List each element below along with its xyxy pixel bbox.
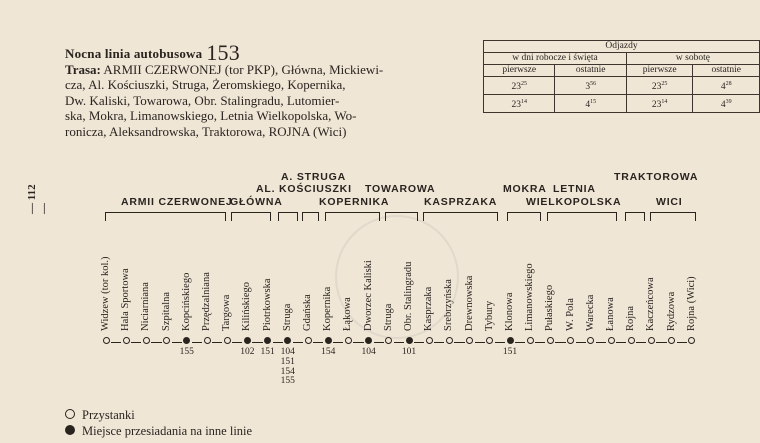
route-segment: [495, 342, 505, 343]
stop-name: Przędzalniana: [201, 272, 212, 331]
stop-name: Rojna: [625, 305, 637, 331]
page-number: — 112 —: [26, 184, 50, 214]
route-segment: [677, 342, 687, 343]
route-segment: [596, 342, 606, 343]
stop-circle: [446, 337, 453, 344]
stop-circle: [466, 337, 473, 344]
street-label-traktorowa: TRAKTOROWA: [614, 171, 699, 183]
connecting-line-number: 154: [321, 347, 336, 357]
route-segment: [656, 342, 666, 343]
street-label-mokra: MOKRA: [503, 183, 547, 195]
transfer-stop-dot: [284, 337, 291, 344]
column-header: ostatnie: [693, 65, 760, 77]
connecting-line-number: 102: [240, 347, 255, 357]
stop-name: Kaczeńcowa: [645, 277, 657, 331]
stop-name: Kopernika: [322, 286, 334, 331]
segment-bracket: [507, 212, 541, 221]
route-segment: [313, 342, 323, 343]
stop-circle: [385, 337, 392, 344]
departure-time: $23^{14}$: [484, 95, 555, 113]
route-segment: [576, 342, 586, 343]
route-line: ronicza, Aleksandrowska, Traktorowa, ROJNA (Wici): [65, 123, 347, 139]
connecting-line-number: 155: [280, 376, 295, 387]
transfer-stop-dot: [406, 337, 413, 344]
departures-table: [483, 40, 760, 113]
line-number: 153: [206, 40, 240, 65]
stop-name: Srebrzyńska: [443, 279, 455, 331]
stop-circle: [426, 337, 433, 344]
stop-name: Limanowskiego: [524, 263, 536, 331]
stop-circle: [103, 337, 110, 344]
departure-time: $23^{25}$: [626, 77, 693, 95]
departure-time: $23^{25}$: [484, 77, 555, 95]
street-label-armii: ARMII CZERWONEJ: [121, 196, 233, 208]
connecting-line-number: 151: [280, 356, 295, 367]
street-label-glowna: GŁÓWNA: [230, 196, 283, 208]
group-saturday: w sobotę: [626, 53, 759, 65]
route-segment: [172, 342, 182, 343]
connecting-line-number: 151: [502, 347, 518, 357]
stop-circle: [547, 337, 554, 344]
route-segment: [293, 342, 303, 343]
street-label-kasprzaka: KASPRZAKA: [424, 196, 498, 208]
stop-name: Hala Sportowa: [120, 268, 132, 331]
stop-name: Targowa: [221, 294, 233, 331]
departure-time: $3^{56}$: [555, 77, 626, 95]
stop-name: Łąkowa: [342, 297, 354, 331]
stop-circle: [163, 337, 170, 344]
stop-circle: [668, 337, 675, 344]
legend-transfer: [65, 424, 252, 439]
stop-circle: [648, 337, 655, 344]
legend-stop-label: Przystanki: [82, 408, 135, 422]
street-label-kopernika: KOPERNIKA: [319, 196, 390, 208]
stop-circle: [628, 337, 635, 344]
stop-name: Dworzec Kaliski: [362, 260, 374, 331]
stop-name: Klonowa: [504, 292, 515, 331]
transfer-stop-dot: [264, 337, 271, 344]
stop-circle: [527, 337, 534, 344]
route-segment: [636, 342, 646, 343]
stop-circle: [486, 337, 493, 344]
column-header: pierwsze: [484, 65, 555, 77]
departure-time: $4^{28}$: [693, 77, 760, 95]
route-segment: [192, 342, 202, 343]
route-segment: [111, 342, 121, 343]
segment-bracket: [325, 212, 380, 221]
route-segment: [454, 342, 464, 343]
transfer-stop-dot: [365, 337, 372, 344]
stop-name: Rydzowa: [665, 291, 677, 331]
route-segment: [515, 342, 525, 343]
stop-circle: [567, 337, 574, 344]
street-label-struga: A. STRUGA: [281, 171, 346, 183]
departure-time: $23^{14}$: [626, 95, 693, 113]
transfer-dot-icon: [65, 425, 75, 435]
segment-bracket: [625, 212, 645, 221]
stop-name: Rojna (Wici): [685, 276, 697, 331]
stop-name: Kilińskiego: [241, 282, 253, 331]
route-line: Dw. Kaliski, Towarowa, Obr. Stalingradu, Lutomier-: [65, 92, 340, 108]
route-segment: [353, 342, 363, 343]
stop-name: Warecka: [584, 294, 596, 331]
route-segment: [394, 342, 404, 343]
stop-name: Obr. Stalingradu: [403, 261, 414, 331]
stop-circle: [688, 337, 695, 344]
stop-circle: [345, 337, 352, 344]
stop-name: Pułaskiego: [544, 284, 556, 331]
stop-name: Gdańska: [302, 294, 313, 331]
segment-bracket: [105, 212, 226, 221]
stop-name: Tybury: [483, 300, 495, 331]
route-segment: [131, 342, 141, 343]
route-segment: [374, 342, 384, 343]
connecting-line-number: 154: [280, 366, 295, 377]
library-stamp: [335, 215, 459, 339]
route-line: cza, Al. Kościuszki, Struga, Żeromskiego, Kopernika,: [65, 77, 346, 93]
connecting-line-number: 104: [361, 347, 376, 357]
street-label-towarowa: TOWAROWA: [365, 183, 436, 195]
connecting-line-number: 151: [260, 347, 275, 357]
stop-circle: [305, 337, 312, 344]
stop-name: W. Pola: [564, 298, 576, 331]
street-label-letnia: LETNIA: [553, 183, 596, 195]
stop-name: Drewnowska: [463, 275, 475, 331]
connecting-line-number: 155: [179, 347, 194, 357]
route-segment: [555, 342, 565, 343]
route-segment: [151, 342, 161, 343]
stop-circle: [204, 337, 211, 344]
stop-circle: [608, 337, 615, 344]
route-segment: [475, 342, 485, 343]
route-line: ARMII CZERWONEJ (tor PKP), Główna, Mickiewi-: [103, 62, 384, 77]
line-title-label: Nocna linia autobusowa: [65, 46, 203, 61]
route-segment: [273, 342, 283, 343]
group-weekday: w dni robocze i święta: [484, 53, 627, 65]
stop-circle: [123, 337, 130, 344]
route-segment: [414, 342, 424, 343]
street-label-wielkopolska: WIELKOPOLSKA: [526, 196, 622, 208]
transfer-stop-dot: [325, 337, 332, 344]
column-header: pierwsze: [626, 65, 693, 77]
stop-name: Struga: [382, 303, 394, 331]
route-segment: [616, 342, 626, 343]
stop-name: Łanowa: [605, 297, 616, 331]
route-segment: [333, 342, 343, 343]
stop-name: Piotrkowska: [261, 278, 273, 331]
departure-time: $4^{39}$: [693, 95, 760, 113]
segment-bracket: [302, 212, 319, 221]
segment-bracket: [423, 212, 498, 221]
route-label: Trasa:: [65, 62, 101, 77]
transfer-stop-dot: [183, 337, 190, 344]
stop-circle: [587, 337, 594, 344]
route-segment: [212, 342, 222, 343]
legend-transfer-label: Miejsce przesiadania na inne linie: [82, 424, 253, 438]
transfer-stop-dot: [244, 337, 251, 344]
route-segment: [252, 342, 262, 343]
stop-name: Widzew (tor kol.): [100, 256, 111, 331]
legend-stop: [65, 408, 135, 423]
connecting-line-number: 101: [401, 347, 417, 357]
segment-bracket: [547, 212, 617, 221]
departures-caption: Odjazdy: [484, 41, 760, 53]
route-segment: [434, 342, 444, 343]
street-label-wici: WICI: [656, 196, 683, 208]
route-description: [65, 62, 465, 139]
segment-bracket: [278, 212, 298, 221]
street-label-kosciuszki: AL. KOŚCIUSZKI: [256, 183, 352, 195]
segment-bracket: [385, 212, 418, 221]
stop-circle: [224, 337, 231, 344]
connecting-line-number: 104: [280, 347, 295, 357]
departure-time: $4^{15}$: [555, 95, 626, 113]
stop-name: Kopcińskiego: [180, 272, 192, 331]
stop-name: Niciarniana: [140, 282, 152, 331]
route-segment: [232, 342, 242, 343]
column-header: ostatnie: [555, 65, 626, 77]
stop-circle: [143, 337, 150, 344]
stop-circle-icon: [65, 409, 75, 419]
route-segment: [535, 342, 545, 343]
segment-bracket: [231, 212, 271, 221]
stop-name: Struga: [281, 303, 293, 331]
route-line: ska, Mokra, Limanowskiego, Letnia Wielkopolska, Wo-: [65, 108, 357, 124]
segment-bracket: [650, 212, 696, 221]
transfer-stop-dot: [507, 337, 514, 344]
stop-name: Szpitalna: [160, 291, 172, 331]
stop-name: Kasprzaka: [423, 286, 435, 331]
